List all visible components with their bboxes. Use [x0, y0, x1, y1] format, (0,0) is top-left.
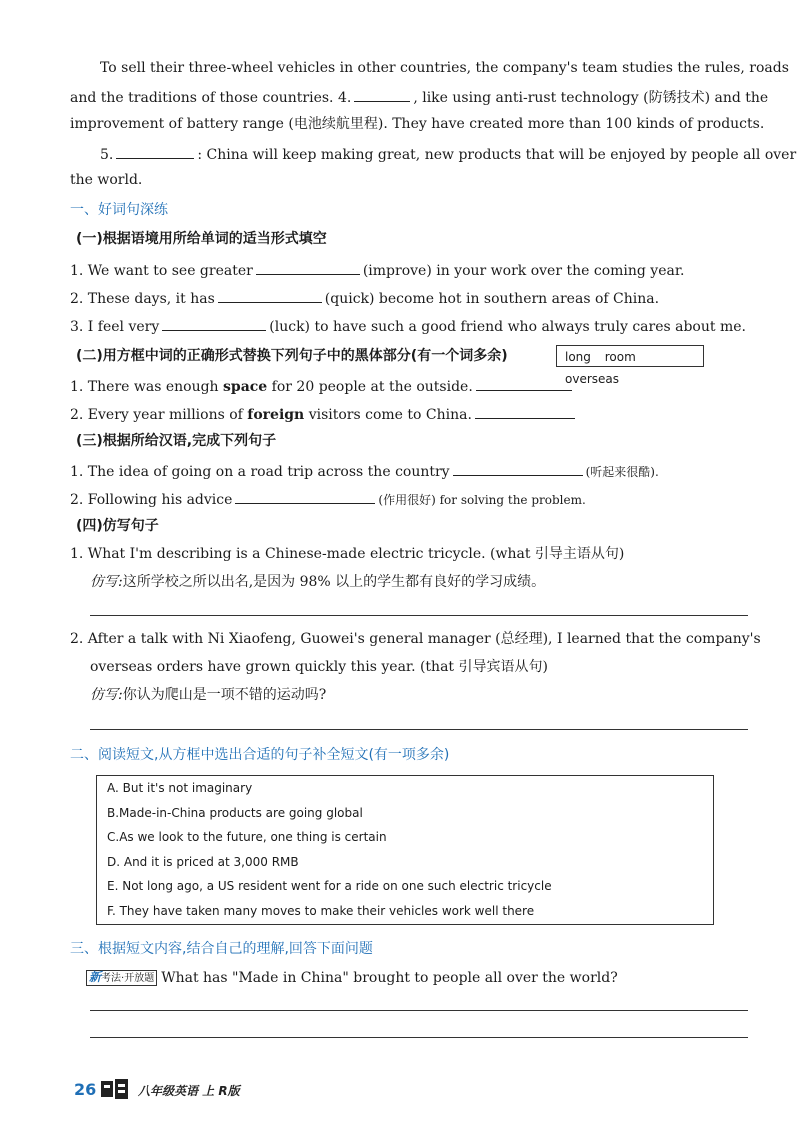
part1-q3-blank[interactable] — [162, 316, 266, 331]
passage-line-3: improvement of battery range (电池续航里程). They have created more than 100 kinds of products. — [70, 116, 765, 132]
option-f: F. They have taken many moves to make their vehicles work well there — [107, 904, 535, 918]
part4-q2-answer-line[interactable] — [90, 729, 748, 730]
section2-title: 二、阅读短文,从方框中选出合适的句子补全短文(有一项多余) — [70, 747, 450, 763]
part2-q2: 2. Every year millions of foreign visitors come to China. — [70, 404, 578, 424]
part1-q1-blank[interactable] — [256, 260, 360, 275]
passage-line-5: the world. — [70, 172, 143, 188]
blank-4[interactable] — [354, 87, 410, 102]
open-question-tag: 新考法·开放题 — [86, 970, 157, 986]
section3-question: 新考法·开放题 What has "Made in China" brought to people all over the world? — [86, 969, 618, 987]
part3-q2: 2. Following his advice (作用很好) for solving the problem. — [70, 489, 586, 509]
part2-title: (二)用方框中词的正确形式替换下列句子中的黑体部分(有一个词多余) — [76, 348, 508, 364]
publisher-logo-icon — [100, 1078, 130, 1100]
passage-line-1: To sell their three-wheel vehicles in other countries, the company's team studies the rules, roads — [100, 60, 789, 76]
options-box — [96, 775, 714, 925]
part1-q1: 1. We want to see greater (improve) in your work over the coming year. — [70, 260, 684, 280]
option-c: C.As we look to the future, one thing is certain — [107, 830, 387, 844]
part1-q3: 3. I feel very (luck) to have such a good friend who always truly cares about me. — [70, 316, 746, 336]
part4-q2-line2: overseas orders have grown quickly this year. (that 引导宾语从句) — [90, 659, 548, 675]
section3-answer-line-2[interactable] — [90, 1037, 748, 1038]
passage-line-2: and the traditions of those countries. 4. , like using anti-rust technology (防锈技术) and the — [70, 87, 768, 107]
page-number: 26 — [74, 1080, 97, 1099]
section1-title: 一、好词句深练 — [70, 202, 168, 218]
option-d: D. And it is priced at 3,000 RMB — [107, 855, 299, 869]
option-a: A. But it's not imaginary — [107, 781, 253, 795]
part4-q2-line1: 2. After a talk with Ni Xiaofeng, Guowei's general manager (总经理), I learned that the company's — [70, 631, 761, 647]
section3-title: 三、根据短文内容,结合自己的理解,回答下面问题 — [70, 941, 373, 957]
part4-q1: 1. What I'm describing is a Chinese-made electric tricycle. (what 引导主语从句) — [70, 546, 625, 562]
book-title: 八年级英语 上 R版 — [138, 1084, 240, 1098]
word-box: long room overseas — [556, 345, 704, 367]
part2-q2-blank[interactable] — [475, 404, 575, 419]
part1-q2: 2. These days, it has (quick) become hot in southern areas of China. — [70, 288, 659, 308]
blank-5[interactable] — [116, 144, 194, 159]
part3-q2-blank[interactable] — [235, 489, 375, 504]
part4-q2-imitate: 仿写:你认为爬山是一项不错的运动吗? — [90, 687, 327, 703]
option-e: E. Not long ago, a US resident went for a ride on one such electric tricycle — [107, 879, 552, 893]
part1-title: (一)根据语境用所给单词的适当形式填空 — [76, 231, 327, 247]
part3-q1: 1. The idea of going on a road trip across the country (听起来很酷). — [70, 461, 659, 481]
part3-title: (三)根据所给汉语,完成下列句子 — [76, 433, 277, 449]
part2-q1-blank[interactable] — [476, 376, 572, 391]
part3-q1-blank[interactable] — [453, 461, 583, 476]
part1-q2-blank[interactable] — [218, 288, 322, 303]
part2-q1: 1. There was enough space for 20 people at the outside. — [70, 376, 575, 396]
option-b: B.Made-in-China products are going global — [107, 806, 363, 820]
part4-q1-answer-line[interactable] — [90, 615, 748, 616]
part4-title: (四)仿写句子 — [76, 518, 159, 534]
part4-q1-imitate: 仿写:这所学校之所以出名,是因为 98% 以上的学生都有良好的学习成绩。 — [90, 574, 546, 590]
section3-answer-line-1[interactable] — [90, 1010, 748, 1011]
passage-line-4: 5. : China will keep making great, new products that will be enjoyed by people all over — [100, 144, 796, 164]
